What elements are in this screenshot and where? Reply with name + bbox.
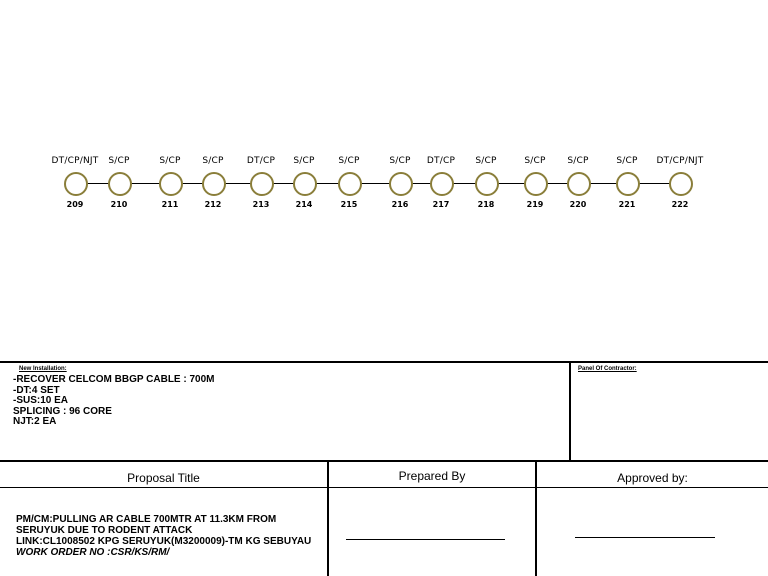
description-line: LINK:CL1008502 KPG SERUYUK(M3200009)-TM KG SEBUYAU [16,536,312,547]
node-number-label: 214 [295,200,313,209]
pole-node-circle [293,172,317,196]
installation-header: New Installation: [19,366,67,372]
pole-node-circle [108,172,132,196]
node-number-label: 219 [526,200,544,209]
node-type-label: S/CP [567,156,589,166]
divider-footer [0,460,768,462]
pole-node-circle [64,172,88,196]
installation-line: -DT:4 SET [13,384,60,396]
node-number-label: 209 [66,200,84,209]
node-type-label: S/CP [202,156,224,166]
node-type-label: S/CP [524,156,546,166]
pole-node-circle [389,172,413,196]
description-line: SERUYUK DUE TO RODENT ATTACK [16,525,193,536]
node-type-label: DT/CP/NJT [656,156,704,166]
node-number-label: 215 [340,200,358,209]
node-number-label: 218 [477,200,495,209]
approved-by-label: Approved by: [617,471,688,485]
contractor-header: Panel Of Contractor: [578,366,637,372]
node-type-label: S/CP [293,156,315,166]
pole-node-circle [524,172,548,196]
pole-node-circle [567,172,591,196]
installation-line: -RECOVER CELCOM BBGP CABLE : 700M [13,374,215,385]
node-type-label: DT/CP [426,156,456,166]
prepared-by-signature-line [346,539,505,540]
node-number-label: 217 [432,200,450,209]
installation-line: NJT:2 EA [13,416,57,427]
divider-footer-header [0,487,768,488]
node-number-label: 210 [110,200,128,209]
pole-node-circle [475,172,499,196]
proposal-description [16,514,311,558]
node-number-label: 220 [569,200,587,209]
pole-node-circle [669,172,693,196]
divider-contractor [569,361,571,461]
pole-node-circle [250,172,274,196]
pole-node-circle [616,172,640,196]
description-line: PM/CM:PULLING AR CABLE 700MTR AT 11.3KM FROM [16,514,277,525]
installation-notes [13,375,215,428]
proposal-title-label: Proposal Title [127,471,200,485]
pole-node-circle [202,172,226,196]
node-number-label: 213 [252,200,270,209]
node-type-label: DT/CP/NJT [51,156,99,166]
node-number-label: 221 [618,200,636,209]
pole-node-circle [430,172,454,196]
node-number-label: 216 [391,200,409,209]
description-line: WORK ORDER NO :CSR/KS/RM/ [16,547,170,558]
node-type-label: S/CP [475,156,497,166]
node-type-label: S/CP [389,156,411,166]
installation-line: SPLICING : 96 CORE [13,405,112,417]
node-number-label: 222 [671,200,689,209]
pole-node-circle [159,172,183,196]
node-type-label: S/CP [616,156,638,166]
node-number-label: 212 [204,200,222,209]
divider-top [0,361,768,363]
installation-line: -SUS:10 EA [13,395,69,406]
prepared-by-label: Prepared By [398,469,466,483]
node-type-label: DT/CP [246,156,276,166]
pole-node-circle [338,172,362,196]
node-type-label: S/CP [108,156,130,166]
node-type-label: S/CP [338,156,360,166]
node-number-label: 211 [161,200,179,209]
node-type-label: S/CP [159,156,181,166]
approved-by-signature-line [575,537,715,538]
